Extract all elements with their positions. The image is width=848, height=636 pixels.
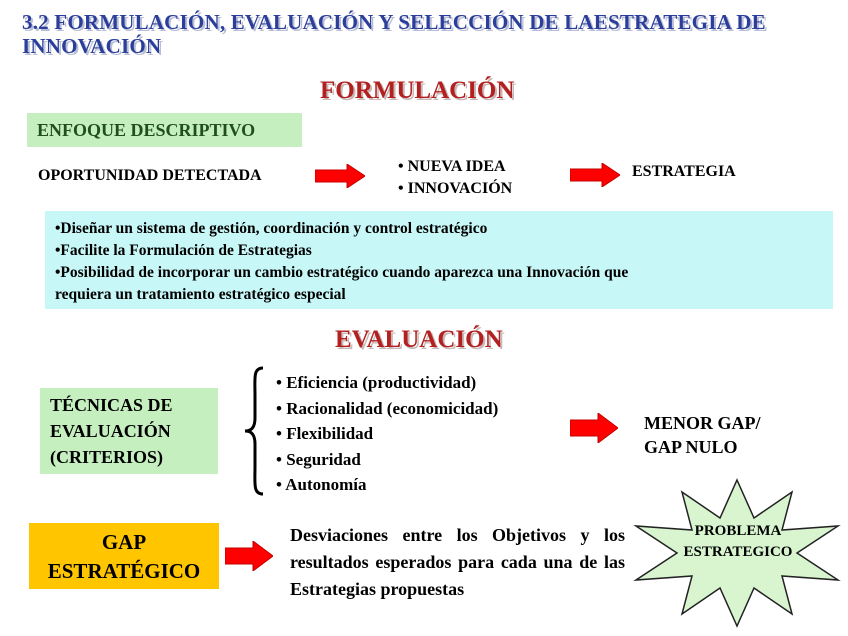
desviaciones-text: Desviaciones entre los Objetivos y los resultados esperados para cada una de las Estrategias propuestas [290,525,625,599]
estrategico-line: ESTRATEGICO [683,544,793,560]
bullet-item: •Posibilidad de incorporar un cambio estratégico cuando aparezca una Innovación que [55,264,629,281]
arrow-right-icon [570,163,620,187]
estrategico-line: ESTRATÉGICO [47,559,201,583]
tecnicas-line: EVALUACIÓN [50,421,171,441]
estrategia-label: ESTRATEGIA [632,163,736,180]
menor-gap-label [644,411,761,459]
arrow-right-icon [315,164,365,188]
criterios-list [276,370,498,498]
enfoque-descriptivo-label: ENFOQUE DESCRIPTIVO [27,113,302,147]
innovacion-item: • INNOVACIÓN [398,180,513,197]
evaluacion-heading: EVALUACIÓN [335,326,503,353]
problema-line: PROBLEMA [694,523,782,539]
bullet-item: •Facilite la Formulación de Estrategias [55,242,312,259]
left-brace-icon [243,366,267,496]
nueva-idea-item: • NUEVA IDEA [398,158,506,175]
gap-nulo-line: GAP NULO [644,437,738,457]
bullet-item: requiera un tratamiento estratégico especial [55,286,346,303]
tecnicas-line: (CRITERIOS) [50,447,164,467]
criterio-item: • Eficiencia (productividad) [276,373,477,392]
criterio-item: • Seguridad [276,449,361,469]
criterio-item: • Flexibilidad [276,424,374,443]
bullet-item: •Diseñar un sistema de gestión, coordinación y control estratégico [55,220,488,237]
criterio-item: • Autonomía [276,475,367,494]
page-title: 3.2 FORMULACIÓN, EVALUACIÓN Y SELECCIÓN DE LAESTRATEGIA DE INNOVACIÓN [22,10,766,58]
oportunidad-detectada-label: OPORTUNIDAD DETECTADA [38,167,262,184]
menor-gap-line: MENOR GAP/ [644,413,761,433]
gap-estrategico-box [29,523,219,589]
arrow-right-icon [225,541,273,571]
criterio-item: • Racionalidad (economicidad) [276,398,499,418]
tecnicas-evaluacion-box [40,388,218,474]
formulacion-bullet-box [45,211,833,309]
nueva-idea-list [398,156,512,200]
gap-line: GAP [101,530,147,554]
arrow-right-icon [570,413,618,443]
problema-estrategico-label [668,521,808,563]
formulacion-heading: FORMULACIÓN [320,77,515,104]
tecnicas-line: TÉCNICAS DE [50,395,173,415]
